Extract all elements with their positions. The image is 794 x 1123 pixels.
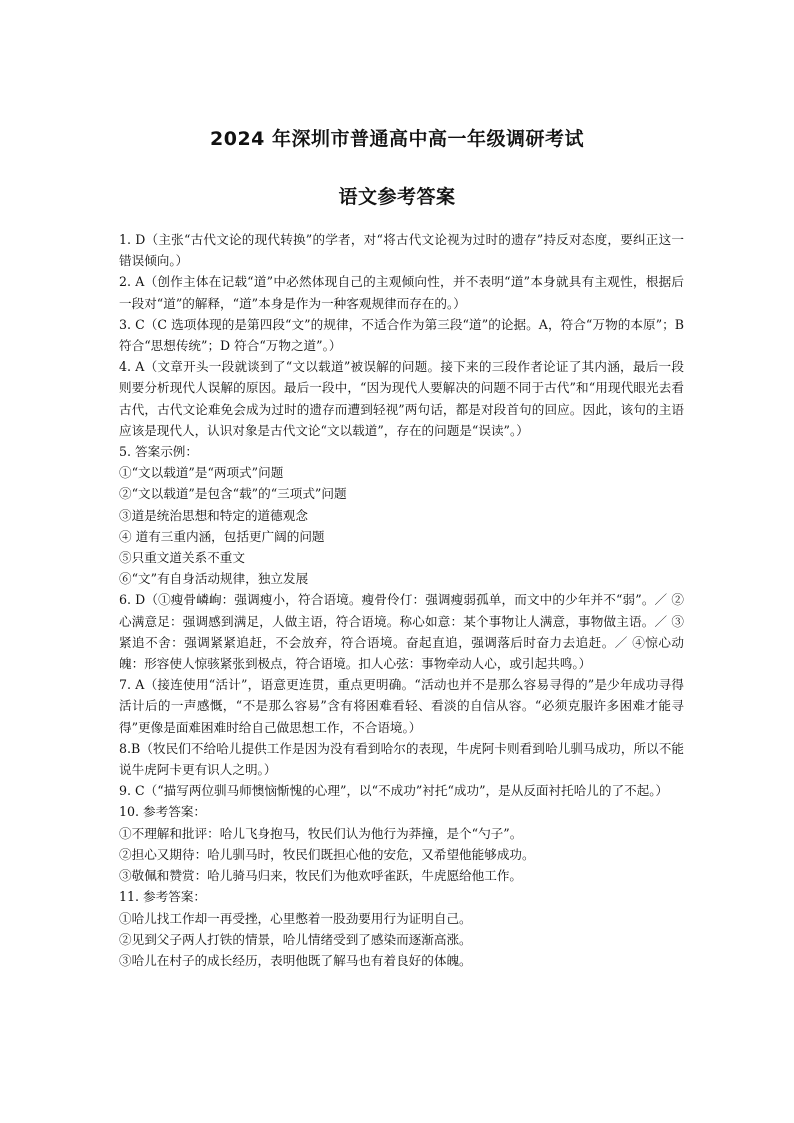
- answer-1: 1. D（主张“古代文论的现代转换”的学者，对“将古代文论视为过时的遗存”持反对态度，要纠正这一错误倾向。）: [119, 232, 684, 269]
- document-title: 2024 年深圳市普通高中高一年级调研考试: [210, 128, 584, 150]
- answer-2: 2. A（创作主体在记载“道”中必然体现自己的主观倾向性，并不表明“道”本身就具有主观性，根据后一段对“道”的解释，“道”本身是作为一种客观规律而存在的。）: [119, 274, 684, 311]
- answer-body: [119, 229, 684, 971]
- answer-11-heading: 11. 参考答案：: [119, 889, 207, 905]
- answer-10-item-1: ①不理解和批评：哈儿飞身抱马，牧民们认为他行为莽撞，是个“勺子”。: [119, 825, 523, 841]
- answer-8: 8.B（牧民们不给哈儿提供工作是因为没有看到哈尔的表现，牛虎阿卡则看到哈儿驯马成功，所以不能说牛虎阿卡更有识人之明。）: [119, 740, 684, 778]
- document-subtitle: 语文参考答案: [338, 186, 456, 208]
- answer-10-heading: 10. 参考答案：: [119, 804, 207, 820]
- answer-3: 3. C（C 选项体现的是第四段“文”的规律，不适合作为第三段“道”的论据。A，符合“万物的本原”；B 符合“思想传统”；D 符合“万物之道”。）: [119, 316, 684, 354]
- answer-11-item-1: ①哈儿找工作却一再受挫，心里憋着一股劲要用行为证明自己。: [119, 910, 472, 926]
- answer-10-item-2: ②担心又期待：哈儿驯马时，牧民们既担心他的安危，又希望他能够成功。: [119, 846, 535, 862]
- answer-10-item-3: ③敬佩和赞赏：哈儿骑马归来，牧民们为他欢呼雀跃，牛虎愿给他工作。: [119, 868, 522, 884]
- answer-4: 4. A（文章开头一段就谈到了“文以载道”被误解的问题。接下来的三段作者论证了其内涵，最后一段则要分析现代人误解的原因。最后一段中，“因为现代人要解决的问题不同于古代”和“用现代眼光去看古代，古代文论难免会成为过时的遗存而遭到轻视”两句话，都是对段首句的回应。因此，该句的主语应该是现代人，认识对象是古代文论“文以载道”，存在的问题是“误读”。）: [119, 359, 684, 438]
- answer-11-item-3: ③哈儿在村子的成长经历，表明他既了解马也有着良好的体魄。: [119, 952, 472, 968]
- answer-7: 7. A（接连使用“活计”，语意更连贯，重点更明确。“活动也并不是那么容易寻得的”是少年成功寻得活计后的一声感慨，“不是那么容易”含有将困难看轻、看淡的自信从容。“必须克服许多困难才能寻得”更像是面难困难时给自己做思想工作，不合语境。）: [119, 677, 684, 735]
- answer-9: 9. C（“描写两位驯马师懊恼惭愧的心理”，以“不成功”衬托“成功”，是从反面衬托哈儿的了不起。）: [119, 783, 669, 799]
- answer-5-item-5: ⑤只重文道关系不重文: [119, 550, 245, 566]
- answer-5-item-1: ①“文以载道”是“两项式”问题: [119, 465, 284, 481]
- answer-5-item-4: ④ 道有三重内涵，包括更广阔的问题: [119, 528, 325, 544]
- answer-5-item-3: ③道是统治思想和特定的道德观念: [119, 507, 308, 523]
- answer-11-item-2: ②见到父子两人打铁的情景，哈儿情绪受到了感染而逐渐高涨。: [119, 931, 472, 947]
- answer-5-item-6: ⑥“文”有自身活动规律，独立发展: [119, 571, 309, 587]
- answer-5-item-2: ②“文以载道”是包含“载”的“三项式”问题: [119, 486, 347, 502]
- answer-5-heading: 5. 答案示例：: [119, 444, 198, 460]
- answer-6: 6. D（①瘦骨嶙峋：强调瘦小，符合语境。瘦骨伶仃：强调瘦弱孤单，而文中的少年并不“弱”。／ ②心满意足：强调感到满足，人做主语，符合语境。称心如意：某个事物让人满意，事物做主语。／ ③紧追不舍：强调紧紧追赶，不会放弃，符合语境。奋起直追，强调落后时奋力去追赶。／ ④惊心动魄：形容使人惊骇紧张到极点，符合语境。扣人心弦：事物牵动人心，或引起共鸣。）: [119, 592, 684, 672]
